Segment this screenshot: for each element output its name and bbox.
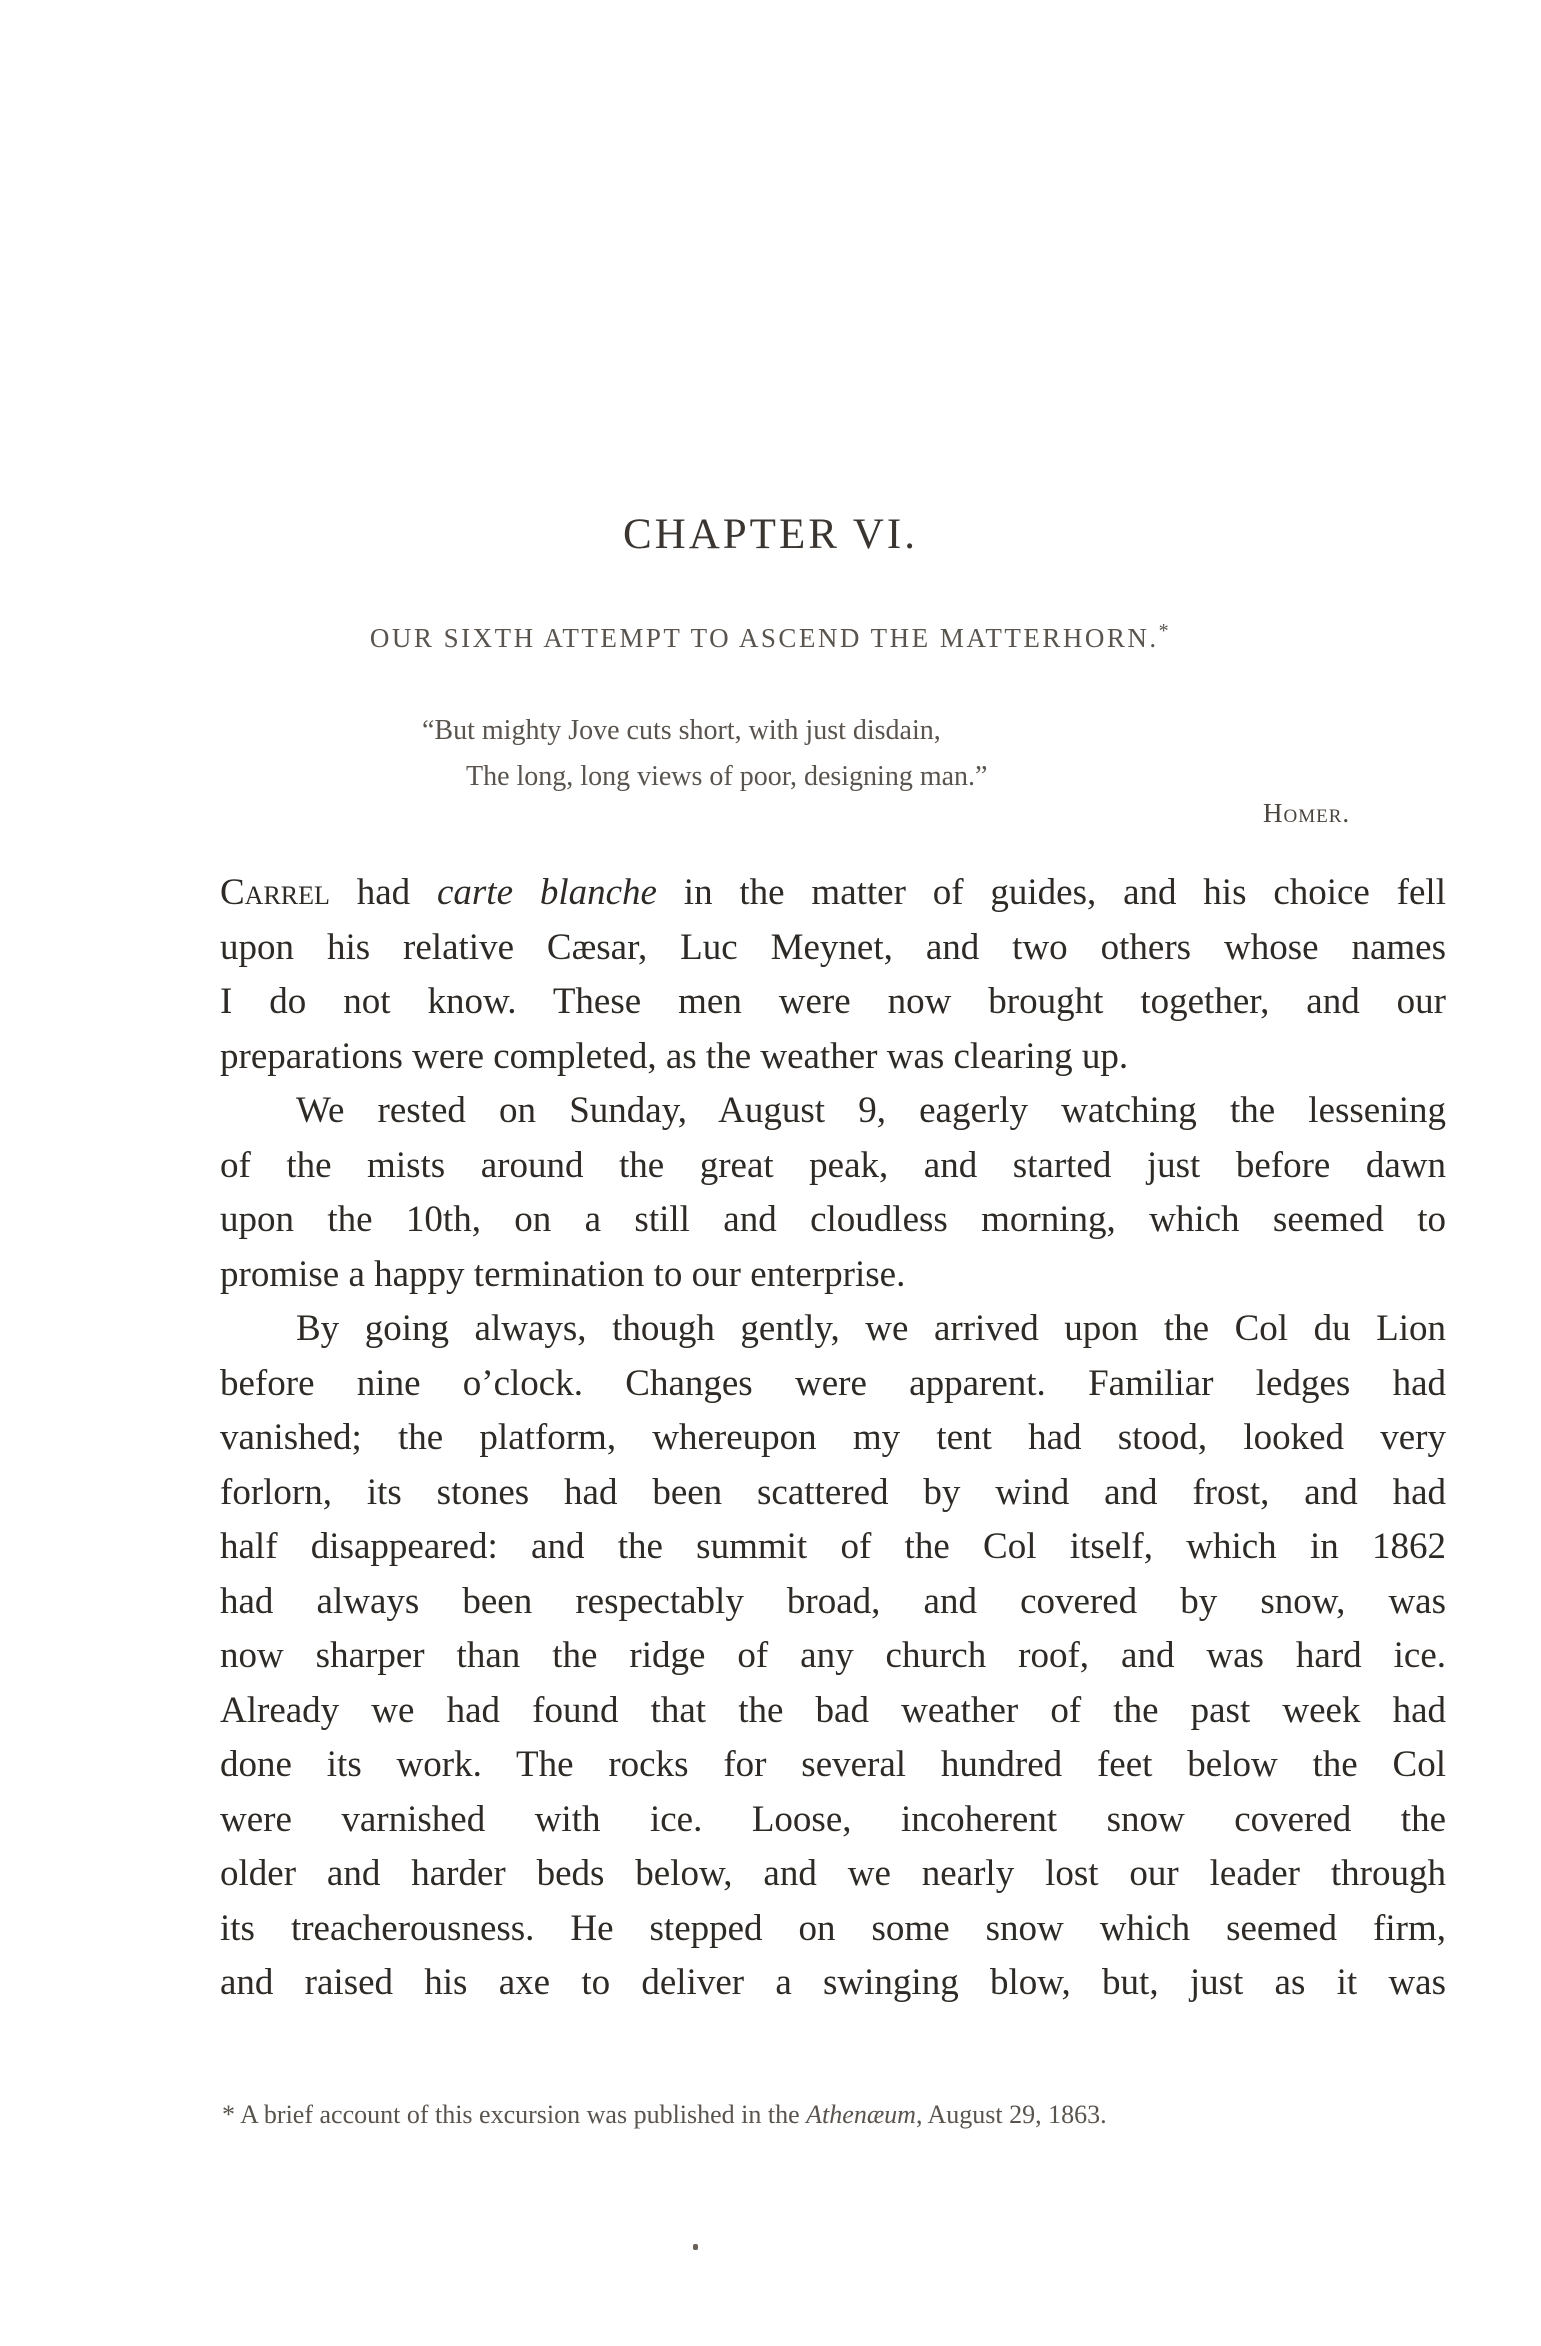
text-line: of the mists around the great peak, and started just before dawn (220, 1144, 1446, 1186)
text-line: We rested on Sunday, August 9, eagerly watching the lessening (296, 1090, 1446, 1131)
text-line: had always been respectably broad, and covered by snow, was (220, 1580, 1446, 1622)
footnote (222, 2100, 1446, 2130)
text-line: were varnished with ice. Loose, incoherent snow covered the (220, 1798, 1446, 1840)
text-line: vanished; the platform, whereupon my tent had stood, looked very (220, 1417, 1446, 1458)
footnote-reference-mark: * (1158, 620, 1172, 642)
epigraph (422, 708, 987, 800)
text-line: upon the 10th, on a still and cloudless morning, which seemed to (220, 1199, 1446, 1240)
epigraph-author: Homer. (1263, 798, 1351, 828)
text-line: forlorn, its stones had been scattered by wind and frost, and had (220, 1471, 1446, 1513)
text-line: upon his relative Cæsar, Luc Meynet, and two others whose names (220, 926, 1446, 968)
text-line (220, 866, 1446, 921)
epigraph-line-1: “But mighty Jove cuts short, with just disdain, (422, 715, 941, 746)
text-line: done its work. The rocks for several hundred feet below the Col (220, 1744, 1446, 1785)
text-line: its treacherousness. He stepped on some snow which seemed firm, (220, 1907, 1446, 1949)
chapter-heading: CHAPTER VI. (622, 511, 918, 558)
footnote-mark: * (222, 2100, 235, 2129)
footnote-text: A brief account of this excursion was published in the (235, 2100, 807, 2129)
body-text (220, 866, 1446, 2011)
text-line: I do not know. These men were now brought together, and our (220, 981, 1446, 1022)
chapter-subtitle (0, 620, 1541, 654)
text-line: before nine o’clock. Changes were apparent. Familiar ledges had (220, 1362, 1446, 1404)
text-line: now sharper than the ridge of any church roof, and was hard ice. (220, 1635, 1446, 1676)
text-line: promise a happy termination to our enterprise. (220, 1253, 906, 1295)
drop-word: Carrel (220, 872, 330, 913)
footnote-italic: Athenæum (806, 2100, 916, 2129)
italic-phrase: carte blanche (436, 872, 657, 913)
text-fragment: in the matter of guides, and his choice fell (656, 872, 1446, 913)
text-line: half disappeared: and the summit of the Col itself, which in 1862 (220, 1526, 1446, 1567)
text-line: and raised his axe to deliver a swinging blow, but, just as it was (220, 1962, 1446, 2003)
epigraph-line-2: The long, long views of poor, designing man.” (466, 761, 988, 792)
text-fragment: had (329, 872, 437, 913)
text-line: By going always, though gently, we arrived upon the Col du Lion (296, 1308, 1446, 1349)
text-line: preparations were completed, as the weather was clearing up. (220, 1035, 1129, 1077)
text-line: older and harder beds below, and we nearly lost our leader through (220, 1853, 1446, 1894)
footnote-text-end: , August 29, 1863. (915, 2100, 1107, 2129)
text-line: Already we had found that the bad weather of the past week had (220, 1689, 1446, 1731)
chapter-subtitle-text: OUR SIXTH ATTEMPT TO ASCEND THE MATTERHORN. (369, 623, 1159, 653)
printer-mark (693, 2244, 698, 2250)
